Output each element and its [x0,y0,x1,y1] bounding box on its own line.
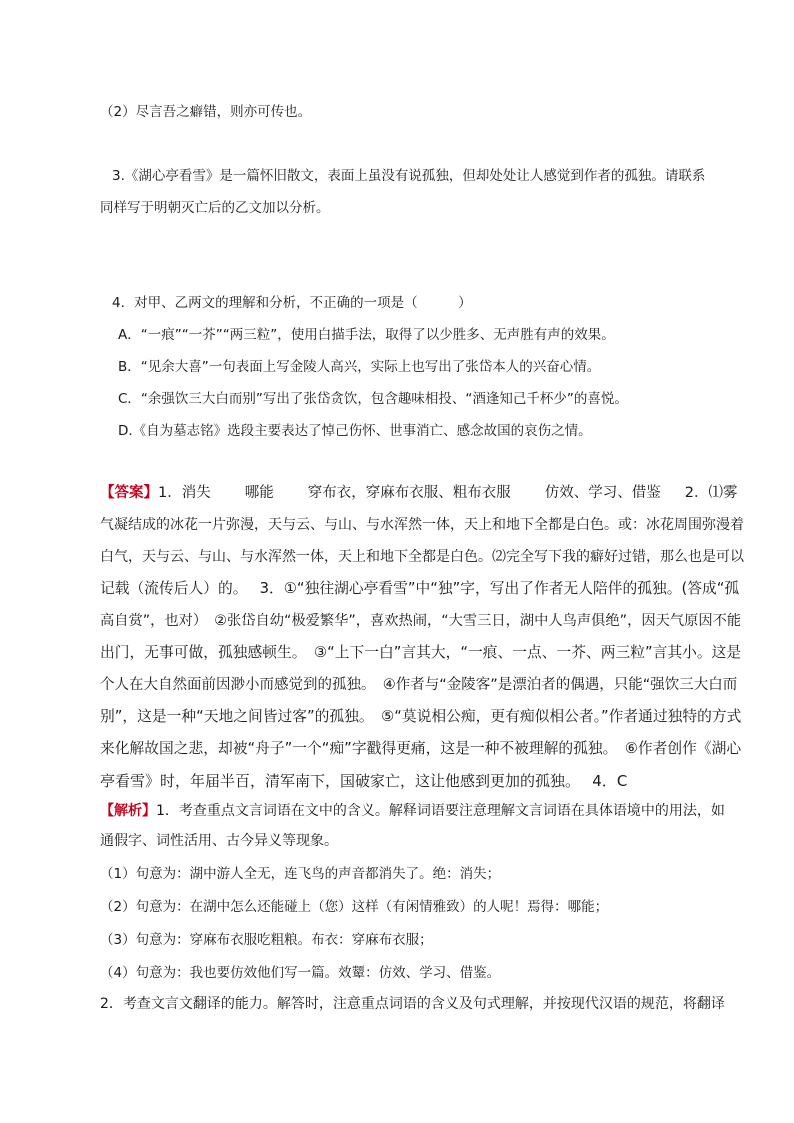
question-2-item-2: （2）尽言吾之癖错，则亦可传也。 [100,104,312,120]
analysis-item-1: （1）句意为：湖中游人全无，连飞鸟的声音都消失了。绝：消失； [100,866,501,882]
answer-line: 来化解故国之悲，却被“舟子”一个“痴”字戳得更痛，这是一种不被理解的孤独。 ⑥作者创作《湖心 [100,740,742,757]
analysis-first-line [100,800,725,822]
answer-line: 记载（流传后人）的。 3．①“独往湖心亭看雪”中“独”字，写出了作者无人陪伴的孤独。(答成“孤 [100,580,740,597]
answer-line: 别”，这是一种“天地之间皆过客”的孤独。 ⑤“莫说相公痴，更有痴似相公者。”作者通过独特的方式 [100,708,742,725]
answer-line: 出门，无事可做，孤独感顿生。 ③“上下一白”言其大，“一痕、一点、一芥、两三粒”言其小。这是 [100,644,742,661]
analysis-last-line: 2．考查文言文翻译的能力。解答时，注意重点词语的含义及句式理解，并按现代汉语的规范，将翻译 [100,996,725,1012]
question-4-option-c: C．“余强饮三大白而别”写出了张岱贪饮，包含趣味相投、“酒逢知己千杯少”的喜悦。 [118,391,628,407]
answer-part-3: 穿布衣，穿麻布衣服、粗布衣服 [307,485,511,501]
question-4-stem: 4．对甲、乙两文的理解和分析，不正确的一项是（ ） [112,295,472,311]
answer-line: 个人在大自然面前因渺小而感觉到的孤独。 ④作者与“金陵客”是漂泊者的偶遇，只能“强饮三大白而 [100,677,738,693]
question-4-option-b: B．“见余大喜”一句表面上写金陵人高兴，实际上也写出了张岱本人的兴奋心情。 [118,359,601,375]
analysis-tag: 【解析】 [100,803,156,819]
analysis-item-4: （4）句意为：我也要仿效他们写一篇。效颦：仿效、学习、借鉴。 [100,965,501,981]
analysis-line-1: 1．考查重点文言词语在文中的含义。解释词语要注意理解文言词语在具体语境中的用法，如 [156,803,725,819]
answer-tag: 【答案】 [100,485,158,501]
question-3-line-2: 同样写于明朝灭亡后的乙文加以分析。 [100,200,330,216]
analysis-line-2: 通假字、词性活用、古今异义等现象。 [100,833,338,849]
analysis-item-2: （2）句意为：在湖中怎么还能碰上（您）这样（有闲情雅致）的人呢！焉得：哪能； [100,899,609,915]
answer-line: 高自赏”，也对） ②张岱自幼“极爱繁华”，喜欢热闹，“大雪三日，湖中人鸟声俱绝”，因天气原因不能 [100,613,742,629]
answer-part-4: 仿效、学习、借鉴 [544,485,661,501]
answer-line: 亭看雪》时，年届半百，清军南下，国破家亡，这让他感到更加的孤独。 4．C [100,772,628,790]
answer-part-1: 1．消失 [158,485,211,501]
question-3-line-1: 3.《湖心亭看雪》是一篇怀旧散文，表面上虽没有说孤独，但却处处让人感觉到作者的孤独。请联系 [112,168,706,184]
answer-first-line [100,482,737,504]
question-4-option-a: A．“一痕”“一芥”“两三粒”，使用白描手法，取得了以少胜多、无声胜有声的效果。 [118,327,615,343]
answer-part-5: 2．⑴雾 [684,485,738,501]
answer-part-2: 哪能 [244,485,274,501]
question-4-option-d: D.《自为墓志铭》选段主要表达了悼己伤怀、世事消亡、感念故国的哀伤之情。 [118,423,592,439]
answer-line: 白气，天与云、与山、与水浑然一体，天上和地下全都是白色。⑵完全写下我的癖好过错，那么也是可以 [100,549,744,565]
answer-line: 气凝结成的冰花一片弥漫，天与云、与山、与水浑然一体，天上和地下全都是白色。或：冰花周围弥漫着 [100,517,744,533]
analysis-item-3: （3）句意为：穿麻布衣服吃粗粮。布衣：穿麻布衣服； [100,932,433,948]
